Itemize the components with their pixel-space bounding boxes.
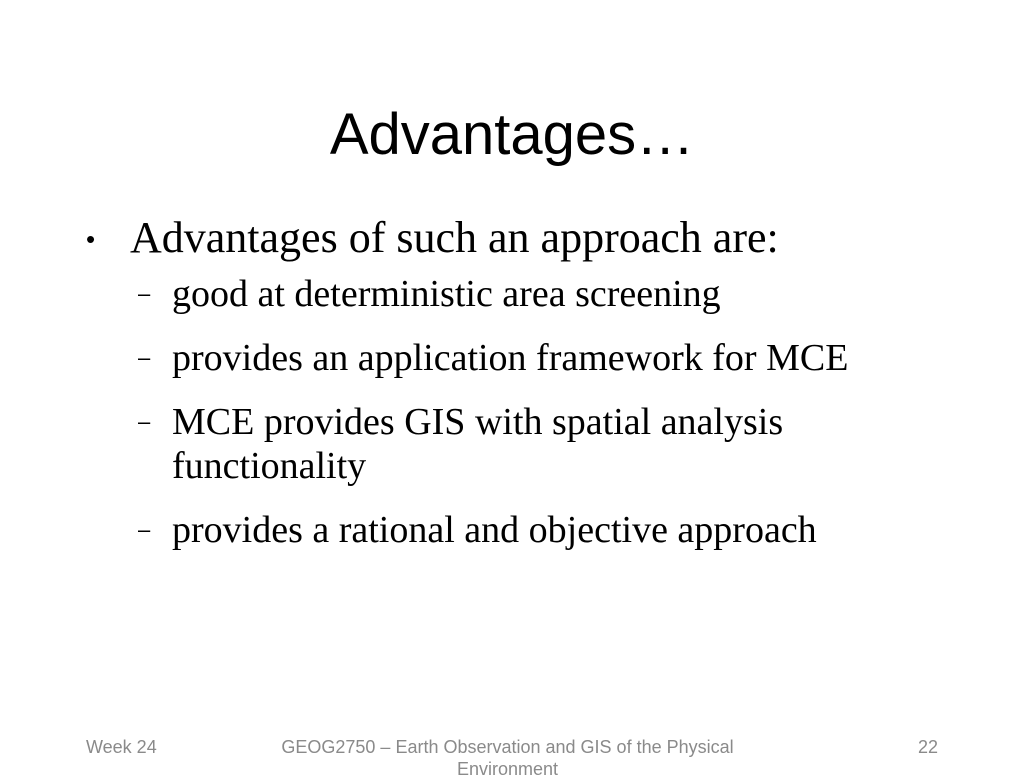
sub-bullet-item <box>136 508 946 552</box>
slide-title: Advantages… <box>329 102 695 167</box>
slide-footer <box>0 734 1024 778</box>
sub-bullet-item <box>136 336 946 380</box>
sub-bullet-text: good at deterministic area screening <box>172 273 721 315</box>
sub-bullet-text: MCE provides GIS with spatial analysis functionality <box>172 401 784 487</box>
footer-course-title: GEOG2750 – Earth Observation and GIS of the Physical Environment <box>281 737 734 779</box>
bullet-text: Advantages of such an approach are: <box>130 213 779 262</box>
dash-marker: – <box>138 345 151 370</box>
dash-marker: – <box>138 409 151 434</box>
slide-content <box>86 212 946 572</box>
dash-marker: – <box>138 517 151 542</box>
sub-bullet-item <box>136 400 946 488</box>
sub-bullet-text: provides a rational and objective approach <box>172 509 817 551</box>
sub-bullet-text: provides an application framework for MCE <box>172 337 849 379</box>
dash-marker: – <box>138 281 151 306</box>
sub-bullet-list <box>86 272 946 552</box>
footer-week-label: Week 24 <box>86 737 157 757</box>
bullet-item <box>86 212 946 264</box>
bullet-marker: • <box>86 224 96 254</box>
slide-number: 22 <box>917 737 938 757</box>
sub-bullet-item <box>136 272 946 316</box>
